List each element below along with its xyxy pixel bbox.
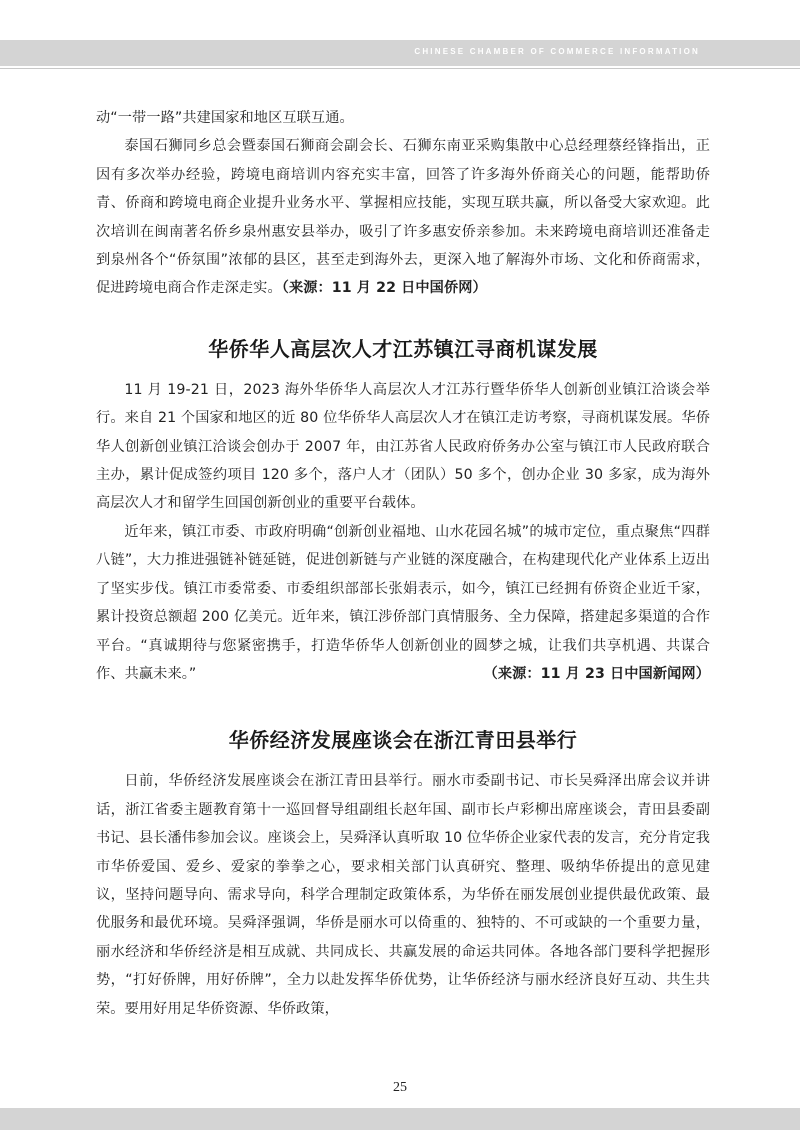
article-heading: 华侨华人高层次人才江苏镇江寻商机谋发展 bbox=[208, 336, 598, 361]
continued-paragraph: 动“一带一路”共建国家和地区互联互通。 bbox=[96, 110, 354, 126]
page-number: 25 bbox=[393, 1080, 407, 1095]
article-zhenjiang bbox=[96, 376, 710, 688]
paragraph-text: 泰国石狮同乡总会暨泰国石狮商会副会长、石狮东南亚采购集散中心总经理蔡经锋指出，正因有多次举办经验，跨境电商培训内容充实丰富，回答了许多海外侨商关心的问题，能帮助侨青、侨商和跨境电商企业提升业务水平、掌握相应技能，实现互联共赢，所以备受大家欢迎。此次培训在闽南著名侨乡泉州惠安县举办，吸引了许多惠安侨亲参加。未来跨境电商培训还准备走到泉州各个“侨氛围”浓郁的县区，甚至走到海外去，更深入地了解海外市场、文化和侨商需求，促进跨境电商合作走深走实。 bbox=[96, 138, 710, 297]
footer-band bbox=[0, 1108, 800, 1130]
article-paragraph bbox=[96, 518, 710, 688]
publication-name: CHINESE CHAMBER OF COMMERCE INFORMATION bbox=[414, 47, 700, 56]
paragraph-text: 近年来，镇江市委、市政府明确“创新创业福地、山水花园名城”的城市定位，重点聚焦“四群八链”，大力推进强链补链延链，促进创新链与产业链的深度融合，在构建现代化产业体系上迈出了坚实步伐。镇江市委常委、市委组织部部长张娟表示，如今，镇江已经拥有侨资企业近千家，累计投资总额超 200 亿美元。近年来，镇江涉侨部门真情服务、全力保障，搭建起多渠道的合作平台。“真诚期待与您紧密携手，打造华侨华人创新创业的圆梦之城，让我们共享机遇、共谋合作、共赢未来。” bbox=[96, 523, 710, 682]
source-citation: （来源：11 月 22 日中国侨网） bbox=[281, 280, 487, 297]
article-heading: 华侨经济发展座谈会在浙江青田县举行 bbox=[228, 728, 578, 753]
header-rule bbox=[0, 68, 800, 69]
article-paragraph bbox=[96, 132, 710, 302]
article-paragraph: 11 月 19-21 日，2023 海外华侨华人高层次人才江苏行暨华侨华人创新创业镇江洽谈会举行。来自 21 个国家和地区的近 80 位华侨华人高层次人才在镇江走访考察，寻商机谋发展。华侨华人创新创业镇江洽谈会创办于 2007 年，由江苏省人民政府侨务办公室与镇江市人民政府联合主办，累计促成签约项目 120 多个，落户人才（团队）50 多个，创办企业 30 多家，成为海外高层次人才和留学生回国创新创业的重要平台载体。 bbox=[96, 381, 710, 512]
article-qingtian bbox=[96, 767, 710, 1023]
source-citation: （来源：11 月 23 日中国新闻网） bbox=[483, 665, 710, 682]
article-belt-road bbox=[96, 104, 710, 303]
article-paragraph: 日前，华侨经济发展座谈会在浙江青田县举行。丽水市委副书记、市长吴舜泽出席会议并讲话，浙江省委主题教育第十一巡回督导组副组长赵年国、副市长卢彩柳出席座谈会，青田县委副书记、县长潘伟参加会议。座谈会上，吴舜泽认真听取 10 位华侨企业家代表的发言，充分肯定我市华侨爱国、爱乡、爱家的拳拳之心，要求相关部门认真研究、整理、吸纳华侨提出的意见建议，坚持问题导向、需求导向，科学合理制定政策体系，为华侨在丽发展创业提供最优政策、最优服务和最优环境。吴舜泽强调，华侨是丽水可以倚重的、独特的、不可或缺的一个重要力量，丽水经济和华侨经济是相互成就、共同成长、共赢发展的命运共同体。各地各部门要科学把握形势，“打好侨牌，用好侨牌”，全力以赴发挥华侨优势，让华侨经济与丽水经济良好互动、共生共荣。要用好用足华侨资源、华侨政策， bbox=[96, 773, 710, 1017]
page-content bbox=[96, 104, 710, 1023]
